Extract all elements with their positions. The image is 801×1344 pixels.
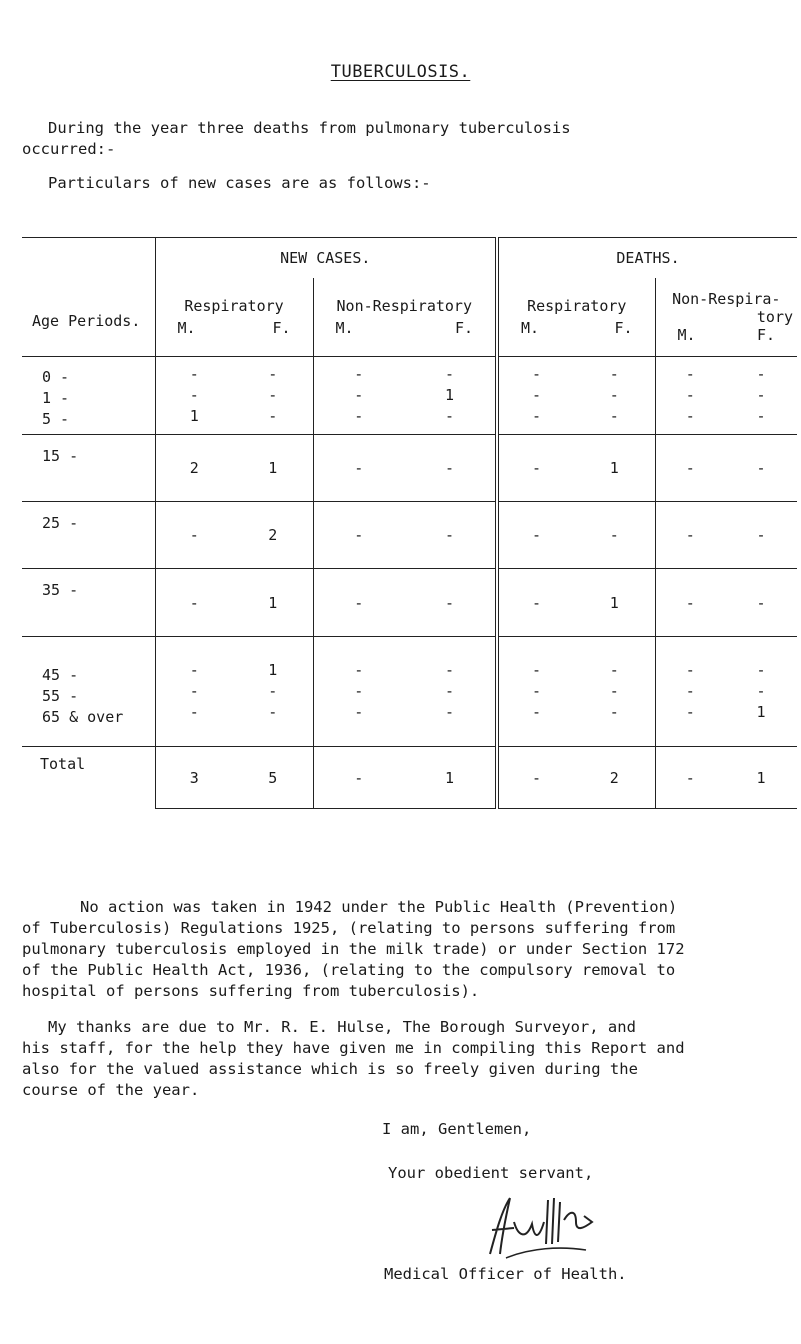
- paragraph-line: of Tuberculosis) Regulations 1925, (relating to persons suffering from: [22, 919, 676, 937]
- value-cell: 2: [155, 435, 233, 502]
- value-cell: -: [404, 502, 497, 569]
- value-cell: - - -: [313, 357, 404, 435]
- new-non-respiratory-label: Non-Respiratory: [336, 297, 472, 316]
- deaths-respiratory-header: [497, 278, 655, 356]
- sex-m-label: M.: [177, 319, 196, 338]
- value-cell: -: [725, 502, 797, 569]
- value-cell: -: [155, 569, 233, 637]
- age-cell: 0 - 1 - 5 -: [22, 357, 155, 435]
- value-cell: - - -: [574, 357, 655, 435]
- table-row: [22, 502, 797, 569]
- value-cell: - - -: [655, 357, 725, 435]
- deaths-respiratory-label: Respiratory: [527, 297, 627, 316]
- value-cell: 1: [574, 435, 655, 502]
- value-cell: -: [497, 435, 574, 502]
- age-cell: Total: [22, 747, 155, 809]
- new-non-respiratory-header: [313, 278, 497, 356]
- sex-f-label: F.: [614, 319, 633, 338]
- salutation: I am, Gentlemen,: [382, 1120, 532, 1138]
- paragraph-line: My thanks are due to Mr. R. E. Hulse, The Borough Surveyor, and: [48, 1018, 636, 1036]
- value-cell: -: [725, 435, 797, 502]
- paragraph-line: also for the valued assistance which is so freely given during the: [22, 1060, 638, 1078]
- deaths-non-respira-label-2: tory: [756, 308, 794, 327]
- paragraph-line: hospital of persons suffering from tuberculosis).: [22, 982, 480, 1000]
- tuberculosis-table: [22, 237, 797, 809]
- value-cell: 1: [233, 435, 313, 502]
- paragraph-line: his staff, for the help they have given me in compiling this Report and: [22, 1039, 685, 1057]
- value-cell: -: [313, 569, 404, 637]
- table-row: [22, 357, 797, 435]
- intro-line-1: During the year three deaths from pulmonary tuberculosis: [48, 119, 571, 137]
- paragraph-line: No action was taken in 1942 under the Public Health (Prevention): [80, 898, 678, 916]
- table-row: [22, 637, 797, 747]
- value-cell: -: [404, 435, 497, 502]
- sex-m-label: M.: [335, 319, 354, 338]
- value-cell: -: [313, 502, 404, 569]
- value-cell: -: [313, 747, 404, 809]
- value-cell: -: [655, 502, 725, 569]
- value-cell: 2: [233, 502, 313, 569]
- value-cell: -: [574, 502, 655, 569]
- value-cell: - - -: [155, 637, 233, 747]
- value-cell: -: [655, 435, 725, 502]
- value-cell: 3: [155, 747, 233, 809]
- value-cell: -: [725, 569, 797, 637]
- age-cell: 35 -: [22, 569, 155, 637]
- value-cell: -: [313, 435, 404, 502]
- paragraph-line: course of the year.: [22, 1081, 200, 1099]
- sex-f-label: F.: [272, 319, 291, 338]
- intro-line-3: Particulars of new cases are as follows:-: [48, 174, 431, 192]
- value-cell: - - 1: [155, 357, 233, 435]
- value-cell: 1: [574, 569, 655, 637]
- new-cases-header: NEW CASES.: [155, 238, 497, 279]
- age-periods-header: Age Periods.: [22, 238, 155, 357]
- value-cell: -: [404, 569, 497, 637]
- signature-role: Medical Officer of Health.: [384, 1265, 627, 1283]
- deaths-non-respira-label-1: Non-Respira-: [672, 290, 781, 309]
- value-cell: - - -: [497, 357, 574, 435]
- paragraph-line: pulmonary tuberculosis employed in the milk trade) or under Section 172: [22, 940, 685, 958]
- value-cell: -: [497, 502, 574, 569]
- sex-f-label: F.: [756, 326, 776, 345]
- age-cell: 15 -: [22, 435, 155, 502]
- sex-m-label: M.: [677, 326, 696, 345]
- deaths-non-respiratory-header: [655, 278, 797, 356]
- value-cell: - - -: [725, 357, 797, 435]
- new-respiratory-label: Respiratory: [184, 297, 284, 316]
- new-respiratory-header: [155, 278, 313, 356]
- value-cell: 1: [404, 747, 497, 809]
- table-row-total: [22, 747, 797, 809]
- table-row: [22, 569, 797, 637]
- value-cell: 1: [233, 569, 313, 637]
- value-cell: - - -: [313, 637, 404, 747]
- value-cell: - - -: [233, 357, 313, 435]
- value-cell: -: [655, 569, 725, 637]
- sex-m-label: M.: [521, 319, 540, 338]
- handwritten-signature: [480, 1192, 600, 1264]
- intro-line-2: occurred:-: [22, 140, 116, 158]
- value-cell: -: [497, 569, 574, 637]
- value-cell: - 1 -: [404, 357, 497, 435]
- signature-text: A. Wills: [480, 1192, 485, 1193]
- value-cell: -: [655, 747, 725, 809]
- deaths-header: DEATHS.: [497, 238, 797, 279]
- value-cell: - - -: [497, 637, 574, 747]
- value-cell: 5: [233, 747, 313, 809]
- value-cell: - - -: [574, 637, 655, 747]
- value-cell: -: [155, 502, 233, 569]
- sign-off: Your obedient servant,: [388, 1164, 594, 1182]
- age-cell: 25 -: [22, 502, 155, 569]
- value-cell: - - 1: [725, 637, 797, 747]
- age-cell: 45 - 55 - 65 & over: [22, 637, 155, 747]
- page-title: TUBERCULOSIS.: [330, 62, 471, 82]
- paragraph-line: of the Public Health Act, 1936, (relating to the compulsory removal to: [22, 961, 676, 979]
- value-cell: 2: [574, 747, 655, 809]
- sex-f-label: F.: [454, 319, 473, 338]
- value-cell: -: [497, 747, 574, 809]
- table-row: [22, 435, 797, 502]
- value-cell: - - -: [655, 637, 725, 747]
- value-cell: 1 - -: [233, 637, 313, 747]
- value-cell: - - -: [404, 637, 497, 747]
- value-cell: 1: [725, 747, 797, 809]
